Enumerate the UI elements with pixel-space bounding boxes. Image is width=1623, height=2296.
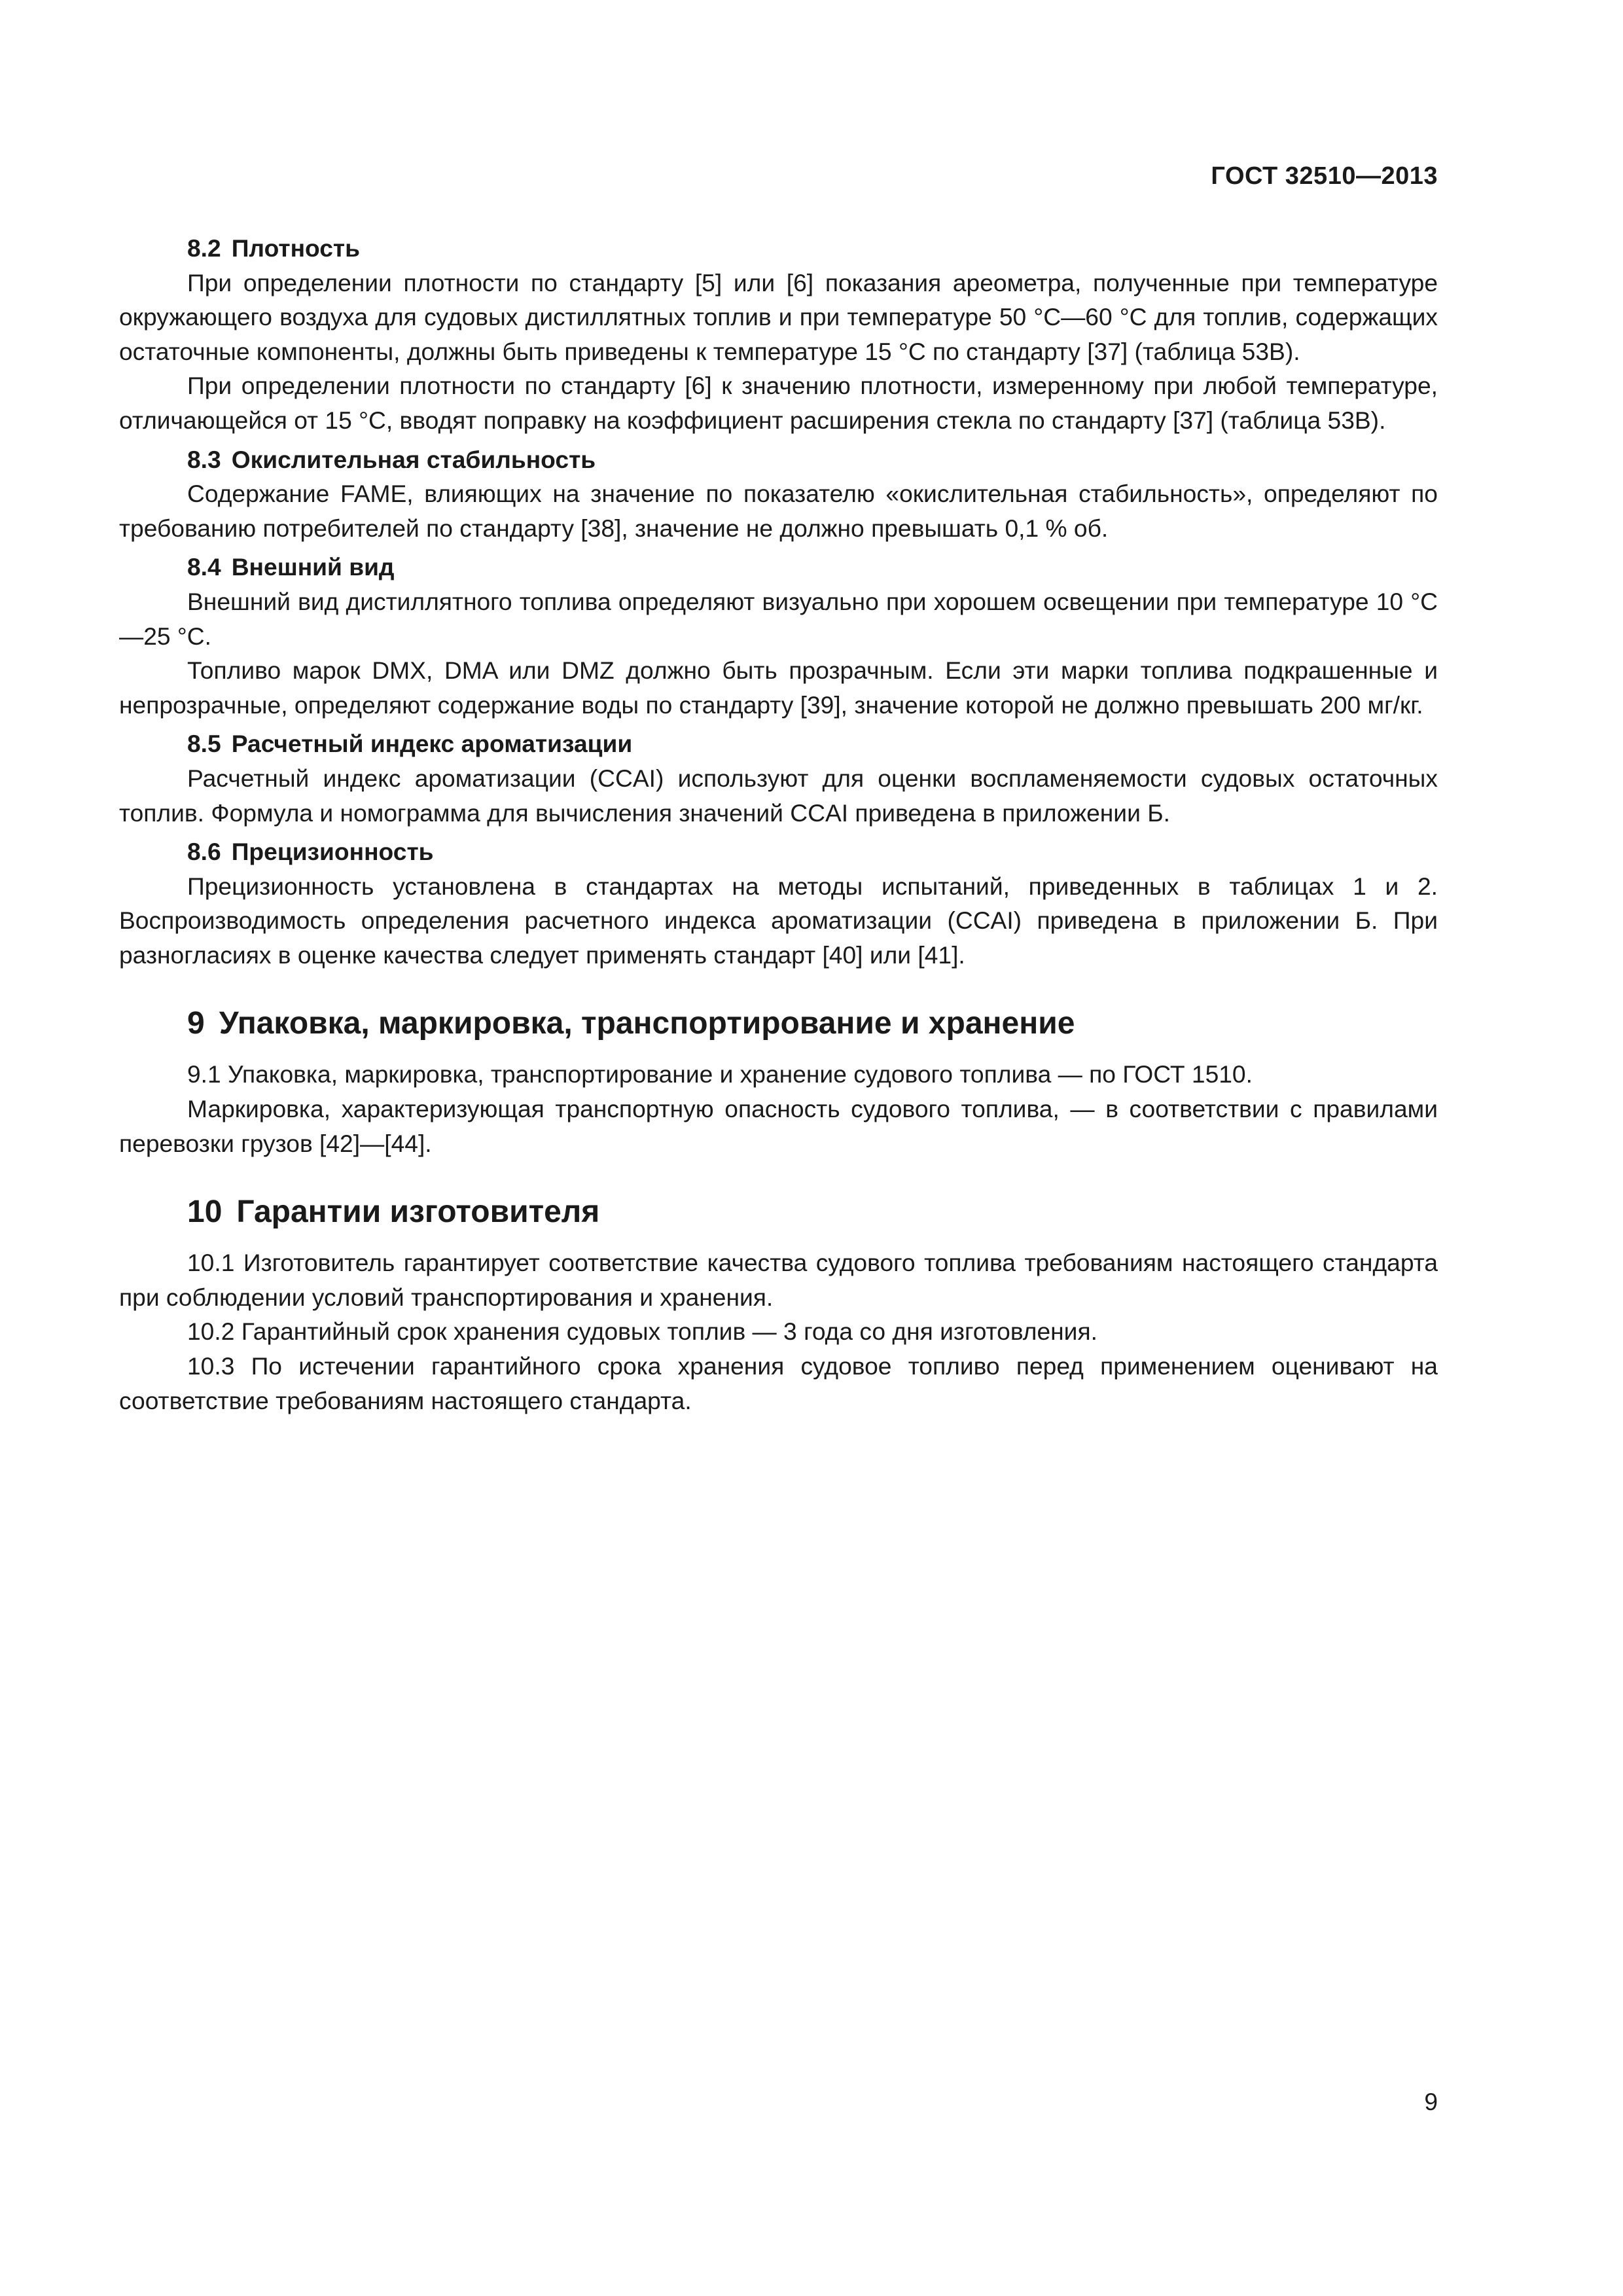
subsection-heading-8-4 xyxy=(119,550,1438,584)
document-code-header: ГОСТ 32510—2013 xyxy=(1211,162,1438,190)
section-heading-9 xyxy=(119,1003,1438,1044)
subsection-title: Внешний вид xyxy=(231,553,395,581)
paragraph: 10.1 Изготовитель гарантирует соответствие качества судового топлива требованиям настоящего стандарта при соблюдении условий транспортирования и хранения. xyxy=(119,1249,1438,1311)
paragraph: Топливо марок DMX, DMA или DMZ должно быть прозрачным. Если эти марки топлива подкрашенные и непрозрачные, определяют содержание воды по стандарту [39], значение которой не должно превышать 200 мг/кг. xyxy=(119,656,1438,719)
subsection-title: Прецизионность xyxy=(231,838,434,866)
subsection-number: 8.6 xyxy=(187,838,221,866)
subsection-number: 8.3 xyxy=(187,445,221,473)
subsection-heading-8-5 xyxy=(119,726,1438,761)
paragraph: Маркировка, характеризующая транспортную опасность судового топлива, — в соответствии с правилами перевозки грузов [42]—[44]. xyxy=(119,1095,1438,1157)
paragraph: Расчетный индекс ароматизации (CCAI) используют для оценки воспламеняемости судовых остаточных топлив. Формула и номограмма для вычисления значений CCAI приведена в приложении Б. xyxy=(119,764,1438,827)
subsection-title: Расчетный индекс ароматизации xyxy=(231,730,633,758)
subsection-number: 8.5 xyxy=(187,730,221,758)
section-title: Упаковка, маркировка, транспортирование и хранение xyxy=(219,1006,1075,1041)
section-number: 10 xyxy=(187,1194,223,1230)
subsection-number: 8.2 xyxy=(187,234,221,262)
section-heading-10 xyxy=(119,1192,1438,1232)
section-title: Гарантии изготовителя xyxy=(236,1194,600,1230)
page-number: 9 xyxy=(1424,2088,1438,2115)
paragraph: При определении плотности по стандарту [5] или [6] показания ареометра, полученные при температуре окружающего воздуха для судовых дистиллятных топлив и при температуре 50 °С—60 °С для топлив, содержащих остаточные компоненты, должны быть приведены к температуре 15 °С по стандарту [37] (таблица 53В). xyxy=(119,268,1438,365)
section-number: 9 xyxy=(187,1006,205,1041)
subsection-heading-8-3 xyxy=(119,442,1438,477)
paragraph: При определении плотности по стандарту [6] к значению плотности, измеренному при любой температуре, отличающейся от 15 °С, вводят поправку на коэффициент расширения стекла по стандарту [37] (таблица 53В). xyxy=(119,372,1438,434)
paragraph: Внешний вид дистиллятного топлива определяют визуально при хорошем освещении при температуре 10 °С—25 °С. xyxy=(119,587,1438,650)
paragraph: Содержание FAME, влияющих на значение по показателю «окислительная стабильность», определяют по требованию потребителей по стандарту [38], значение не должно превышать 0,1 % об. xyxy=(119,480,1438,542)
subsection-heading-8-6 xyxy=(119,834,1438,869)
subsection-title: Окислительная стабильность xyxy=(231,445,596,473)
subsection-heading-8-2 xyxy=(119,231,1438,266)
paragraph: 10.3 По истечении гарантийного срока хранения судовое топливо перед применением оценивают на соответствие требованиям настоящего стандарта. xyxy=(119,1352,1438,1414)
subsection-title: Плотность xyxy=(231,234,361,262)
paragraph: 9.1 Упаковка, маркировка, транспортирование и хранение судового топлива — по ГОСТ 1510. xyxy=(187,1060,1253,1088)
subsection-number: 8.4 xyxy=(187,553,221,581)
paragraph: Прецизионность установлена в стандартах на методы испытаний, приведенных в таблицах 1 и 2. Воспроизводимость определения расчетного индекса ароматизации (CCAI) приведена в приложении Б. При разногласиях в оценке качества следует применять стандарт [40] или [41]. xyxy=(119,872,1438,969)
paragraph: 10.2 Гарантийный срок хранения судовых топлив — 3 года со дня изготовления. xyxy=(187,1318,1097,1346)
page-content xyxy=(119,231,1438,1418)
